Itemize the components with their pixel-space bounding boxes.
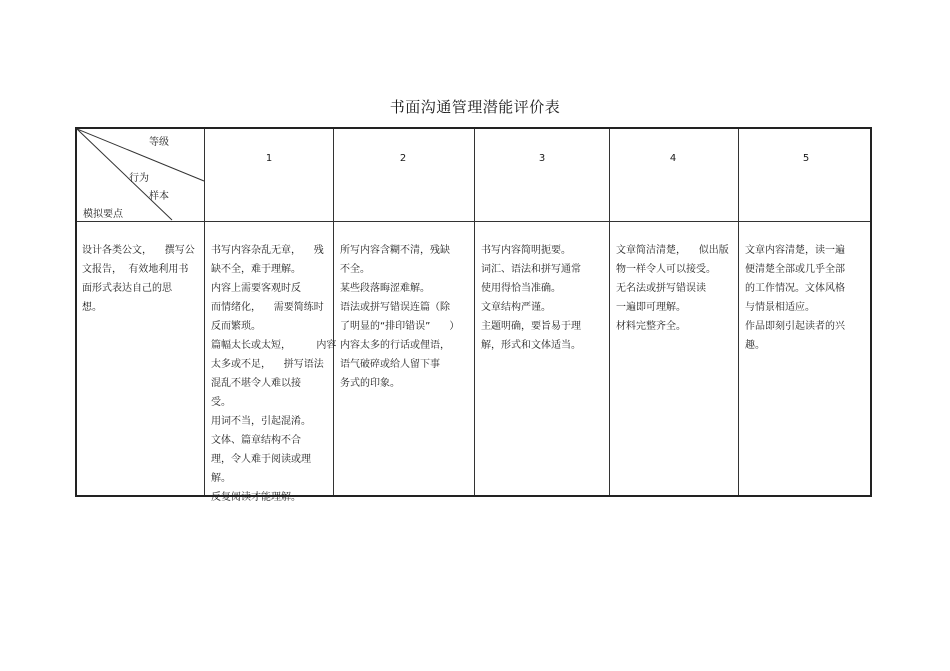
header-key-points-label: 模拟要点	[83, 209, 123, 220]
column-divider	[609, 129, 610, 495]
column-header-1: 1	[265, 153, 273, 164]
page-title: 书面沟通管理潜能评价表	[389, 98, 561, 116]
header-behavior-label: 行为	[129, 173, 149, 184]
column-header-5: 5	[802, 153, 810, 164]
level-3-cell: 书写内容简明扼要。 词汇、语法和拼写通常 使用得恰当准确。 文章结构严谨。 主题明确，要旨易于理 解，形式和文体适当。	[481, 245, 581, 351]
key-point-cell: 设计各类公文， 撰写公 文报告， 有效地利用书 面形式表达自己的思 想。	[82, 245, 195, 313]
header-level-label: 等级	[149, 137, 169, 148]
level-5-cell: 文章内容清楚，读一遍 便清楚全部或几乎全部 的工作情况。文体风格 与情景相适应。 作品即刻引起读者的兴 趣。	[745, 245, 845, 351]
column-header-3: 3	[538, 153, 546, 164]
header-sample-label: 样本	[149, 191, 169, 202]
column-header-4: 4	[669, 153, 677, 164]
header-divider	[77, 221, 870, 222]
column-divider	[738, 129, 739, 495]
evaluation-table	[75, 127, 872, 503]
level-1-cell: 书写内容杂乱无章， 残 缺不全，难于理解。 内容上需要客观时反 而情绪化， 需要简练时 反而繁琐。 篇幅太长或太短， 内容 太多或不足， 拼写语法 混乱不堪令人难以接 受。 用词不当，引起混淆。 文体、篇章结构不合 理，令人难于阅读或理 解。 反复阅读才能理解。	[211, 245, 337, 503]
level-4-cell: 文章简洁清楚， 似出版 物一样令人可以接受。 无名法或拼写错误读 一遍即可理解。 材料完整齐全。	[616, 245, 729, 332]
level-2-cell: 所写内容含糊不清，残缺 不全。 某些段落晦涩难解。 语法或拼写错误连篇（除 了明显的“排印错误” ） 内容太多的行话或俚语， 语气破碎或给人留下事 务式的印象。	[340, 245, 460, 389]
column-header-2: 2	[399, 153, 407, 164]
column-divider	[204, 129, 205, 495]
column-divider	[474, 129, 475, 495]
